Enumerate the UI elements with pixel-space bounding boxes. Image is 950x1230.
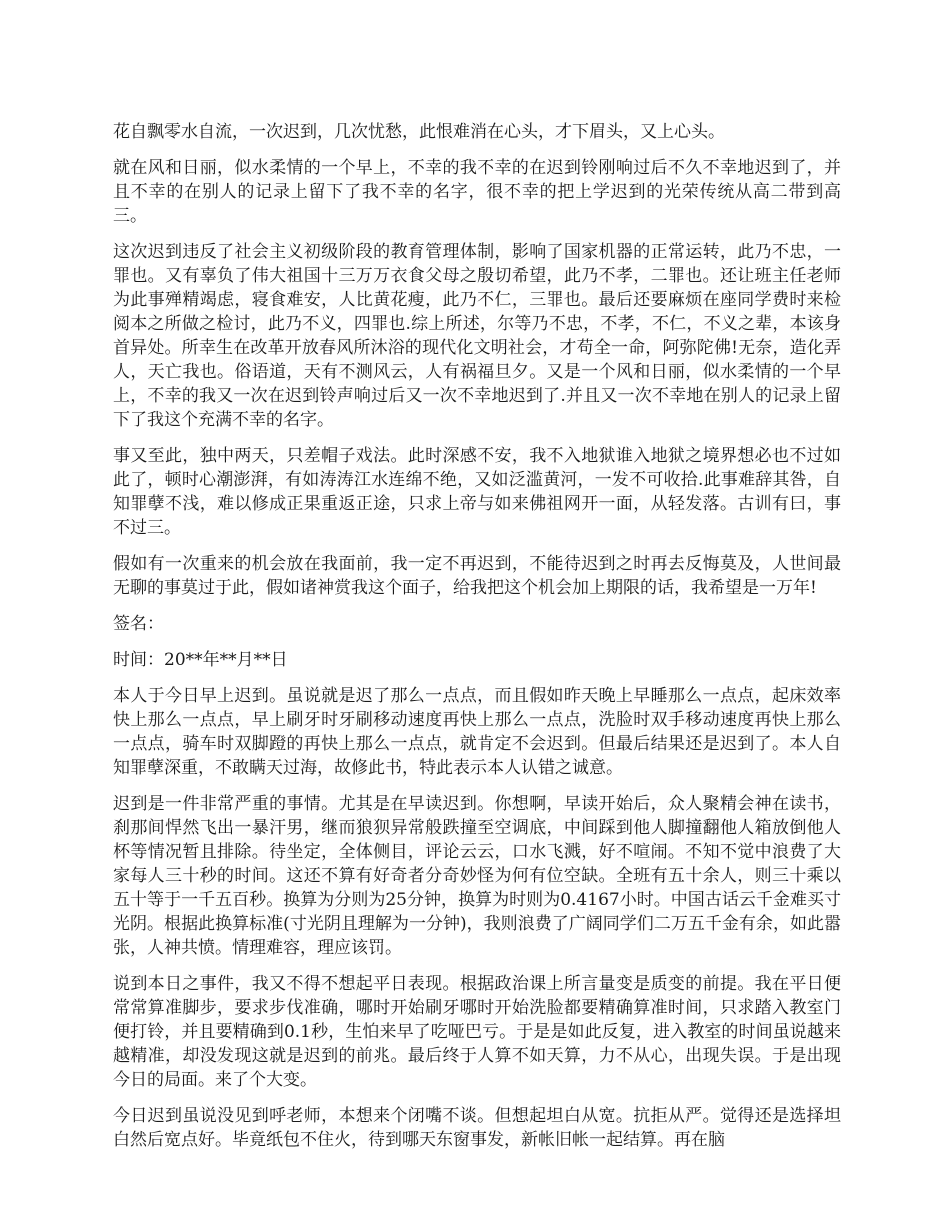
paragraph-2: 就在风和日丽，似水柔情的一个早上，不幸的我不幸的在迟到铃刚响过后不久不幸地迟到了，并且不幸的在别人的记录上留下了我不幸的名字，很不幸的把上学迟到的光荣传统从高二带到高三。: [113, 158, 841, 226]
document-body: [113, 120, 841, 1164]
paragraph-4: 事又至此，独中两天，只差帽子戏法。此时深感不安，我不入地狱谁入地狱之境界想必也不过如此了，顿时心潮澎湃，有如涛涛江水连绵不绝，又如泛滥黄河，一发不可收拾.此事难辞其咎，自知罪孽不浅，难以修成正果重返正途，只求上帝与如来佛祖网开一面，从轻发落。古训有曰，事不过三。: [113, 446, 841, 538]
date-line: 时间：20**年**月**日: [113, 650, 288, 670]
paragraph-6: 本人于今日早上迟到。虽说就是迟了那么一点点，而且假如昨天晚上早睡那么一点点，起床效率快上那么一点点，早上刷牙时牙刷移动速度再快上那么一点点，洗脸时双手移动速度再快上那么一点点，骑车时双脚蹬的再快上那么一点点，就肯定不会迟到。但最后结果还是迟到了。本人自知罪孽深重，不敢瞒天过海，故修此书，特此表示本人认错之诚意。: [113, 686, 841, 778]
paragraph-9: 今日迟到虽说没见到呼老师，本想来个闭嘴不谈。但想起坦白从宽。抗拒从严。觉得还是选择坦白然后宽点好。毕竟纸包不住火，待到哪天东窗事发，新帐旧帐一起结算。再在脑: [113, 1106, 841, 1150]
paragraph-8: 说到本日之事件，我又不得不想起平日表现。根据政治课上所言量变是质变的前提。我在平日便常常算准脚步，要求步伐准确，哪时开始刷牙哪时开始洗脸都要精确算准时间，只求踏入教室门便打铃，并且要精确到0.1秒，生怕来早了吃哑巴亏。于是是如此反复，进入教室的时间虽说越来越精准，却没发现这就是迟到的前兆。最后终于人算不如天算，力不从心，出现失误。于是出现今日的局面。来了个大变。: [113, 974, 841, 1090]
paragraph-3: 这次迟到违反了社会主义初级阶段的教育管理体制，影响了国家机器的正常运转，此乃不忠，一罪也。又有辜负了伟大祖国十三万万衣食父母之殷切希望，此乃不孝，二罪也。还让班主任老师为此事殚精竭虑，寝食难安，人比黄花瘦，此乃不仁，三罪也。最后还要麻烦在座同学费时来检阅本之所做之检讨，此乃不义，四罪也.综上所述，尔等乃不忠，不孝，不仁，不义之辈，本该身首异处。所幸生在改革开放春风所沐浴的现代化文明社会，才苟全一命，阿弥陀佛!无奈，造化弄人，天亡我也。俗语道，天有不测风云，人有祸福旦夕。又是一个风和日丽，似水柔情的一个早上，不幸的我又一次在迟到铃声响过后又一次不幸地迟到了.并且又一次不幸地在别人的记录上留下了我这个充满不幸的名字。: [113, 242, 841, 430]
paragraph-7: 迟到是一件非常严重的事情。尤其是在早读迟到。你想啊，早读开始后，众人聚精会神在读书，刹那间悍然飞出一暴汗男，继而狼狈异常般跌撞至空调底，中间踩到他人脚撞翻他人箱放倒他人杯等情况暂且排除。待坐定，全体侧目，评论云云，口水飞溅，好不喧闹。不知不觉中浪费了大家每人三十秒的时间。这还不算有好奇者分奇妙怪为何有位空缺。全班有五十余人，则三十乘以五十等于一千五百秒。换算为分则为25分钟，换算为时则为0.4167小时。中国古话云千金难买寸光阴。根据此换算标准(寸光阴且理解为一分钟)，我则浪费了广阔同学们二万五千金有余，如此嚣张，人神共愤。情理难容，理应该罚。: [113, 794, 841, 958]
paragraph-5: 假如有一次重来的机会放在我面前，我一定不再迟到，不能待迟到之时再去反悔莫及，人世间最无聊的事莫过于此，假如诸神赏我这个面子，给我把这个机会加上期限的话，我希望是一万年!: [113, 554, 841, 598]
signature-line: 签名：: [113, 614, 164, 634]
paragraph-1: 花自飘零水自流，一次迟到，几次忧愁，此恨难消在心头，才下眉头，又上心头。: [113, 122, 725, 142]
